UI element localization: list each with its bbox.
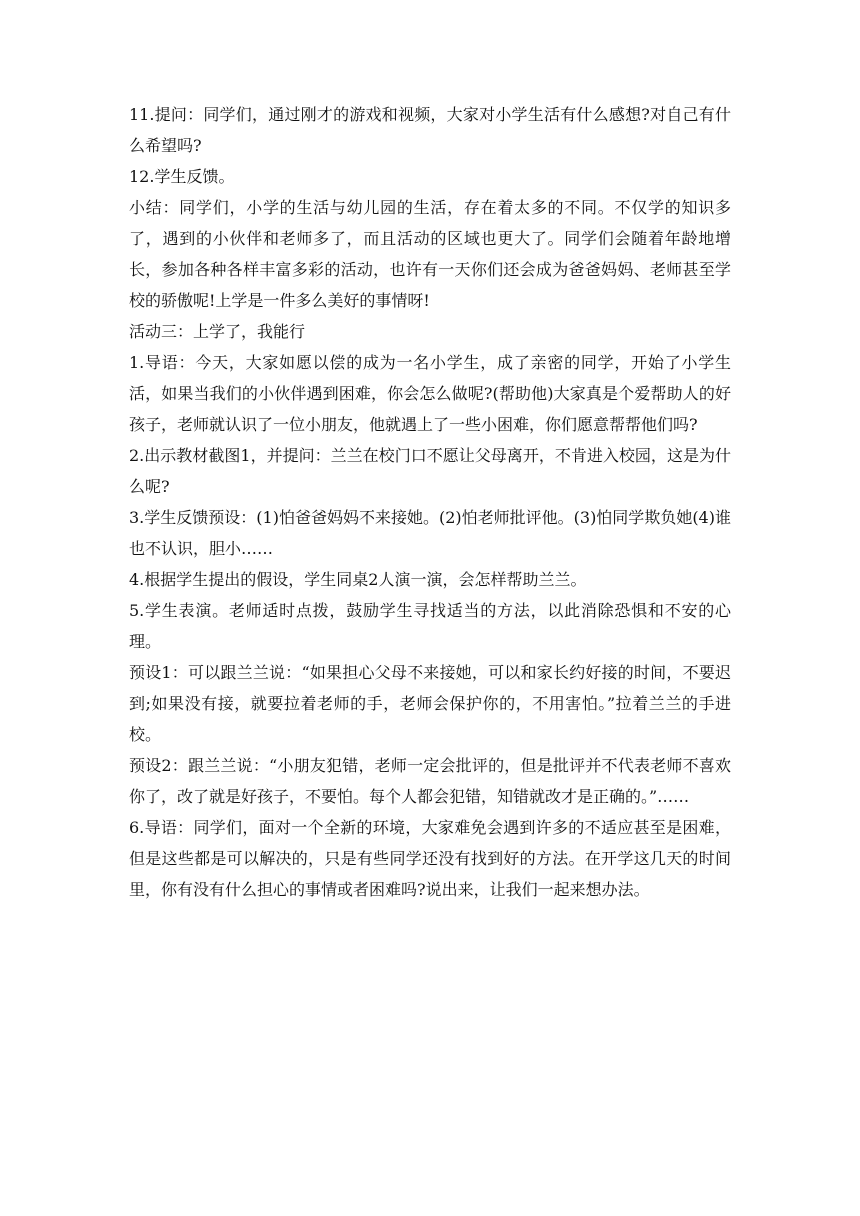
paragraph-step-1-intro: 1.导语：今天，大家如愿以偿的成为一名小学生，成了亲密的同学，开始了小学生活，如果当我们的小伙伴遇到困难，你会怎么做呢?(帮助他)大家真是个爱帮助人的好孩子，老师就认识了一位小朋友，他就遇上了一些小困难，你们愿意帮帮他们吗?	[129, 353, 731, 434]
paragraph-summary: 小结：同学们，小学的生活与幼儿园的生活，存在着太多的不同。不仅学的知识多了，遇到的小伙伴和老师多了，而且活动的区域也更大了。同学们会随着年龄地增长，参加各种各样丰富多彩的活动，也许有一天你们还会成为爸爸妈妈、老师甚至学校的骄傲呢!上学是一件多么美好的事情呀!	[129, 198, 731, 310]
paragraph-step-3-feedback: 3.学生反馈预设：(1)怕爸爸妈妈不来接她。(2)怕老师批评他。(3)怕同学欺负她(4)谁也不认识，胆小……	[129, 508, 731, 558]
paragraph-feedback-12: 12.学生反馈。	[129, 167, 235, 186]
paragraph-preset-1: 预设1：可以跟兰兰说：“如果担心父母不来接她，可以和家长约好接的时间，不要迟到;如果没有接，就要拉着老师的手，老师会保护你的，不用害怕。”拉着兰兰的手进校。	[129, 663, 731, 744]
document-page	[129, 99, 731, 905]
paragraph-step-4-roleplay: 4.根据学生提出的假设，学生同桌2人演一演，会怎样帮助兰兰。	[129, 570, 587, 589]
paragraph-step-5-performance: 5.学生表演。老师适时点拨，鼓励学生寻找适当的方法，以此消除恐惧和不安的心理。	[129, 601, 731, 651]
paragraph-step-2-question: 2.出示教材截图1，并提问：兰兰在校门口不愿让父母离开，不肯进入校园，这是为什么呢?	[129, 446, 731, 496]
paragraph-preset-2: 预设2：跟兰兰说：“小朋友犯错，老师一定会批评的，但是批评并不代表老师不喜欢你了，改了就是好孩子，不要怕。每个人都会犯错，知错就改才是正确的。”……	[129, 756, 731, 806]
paragraph-step-6-intro: 6.导语：同学们，面对一个全新的环境，大家难免会遇到许多的不适应甚至是困难，但是这些都是可以解决的，只是有些同学还没有找到好的方法。在开学这几天的时间里，你有没有什么担心的事情或者困难吗?说出来，让我们一起来想办法。	[129, 818, 731, 899]
paragraph-question-11: 11.提问：同学们，通过刚才的游戏和视频，大家对小学生活有什么感想?对自己有什么希望吗?	[129, 105, 731, 155]
paragraph-activity-3-heading: 活动三：上学了，我能行	[129, 322, 306, 341]
